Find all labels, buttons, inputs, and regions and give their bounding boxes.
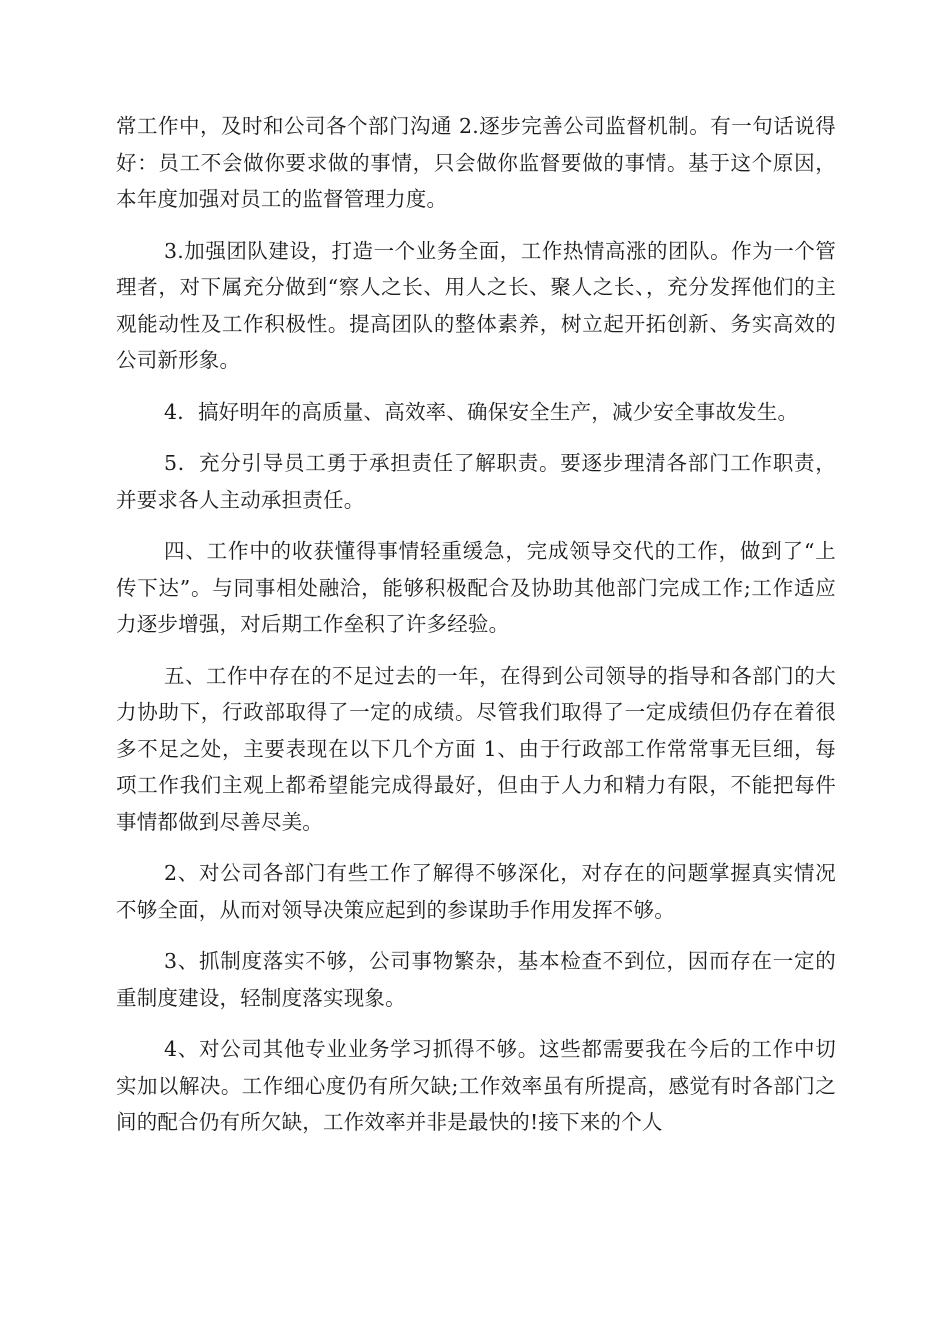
paragraph-professional-study: 4、对公司其他专业业务学习抓得不够。这些都需要我在今后的工作中切实加以解决。工作细心度仍有所欠缺;工作效率虽有所提高，感觉有时各部门之间的配合仍有所欠缺，工作效率并非是最快的!接下来的个人 [116, 1037, 836, 1134]
paragraph-shortcomings: 五、工作中存在的不足过去的一年，在得到公司领导的指导和各部门的大力协助下，行政部取得了一定的成绩。尽管我们取得了一定成绩但仍存在着很多不足之处，主要表现在以下几个方面 1、由于行政部工作常常事无巨细，每项工作我们主观上都希望能完成得最好，但由于人力和精力有限，不能把每件事情都做到尽善尽美。 [116, 663, 836, 834]
paragraph-team-building: 3.加强团队建设，打造一个业务全面，工作热情高涨的团队。作为一个管理者，对下属充分做到“察人之长、用人之长、聚人之长、，充分发挥他们的主观能动性及工作积极性。提高团队的整体素养，树立起开拓创新、务实高效的公司新形象。 [116, 238, 836, 372]
paragraph-gains: 四、工作中的收获懂得事情轻重缓急，完成领导交代的工作，做到了“上传下达”。与同事相处融洽，能够积极配合及协助其他部门完成工作;工作适应力逐步增强，对后期工作垒积了许多经验。 [116, 539, 836, 636]
paragraph-continuation: 常工作中，及时和公司各个部门沟通 2.逐步完善公司监督机制。有一句话说得好：员工不会做你要求做的事情，只会做你监督要做的事情。基于这个原因，本年度加强对员工的监督管理力度。 [116, 114, 836, 211]
document-body [116, 108, 836, 1156]
paragraph-understanding: 2、对公司各部门有些工作了解得不够深化，对存在的问题掌握真实情况不够全面，从而对领导决策应起到的参谋助手作用发挥不够。 [116, 861, 836, 922]
paragraph-system-implementation: 3、抓制度落实不够，公司事物繁杂，基本检查不到位，因而存在一定的重制度建设，轻制度落实现象。 [116, 949, 836, 1010]
paragraph-responsibility: 5．充分引导员工勇于承担责任了解职责。要逐步理清各部门工作职责，并要求各人主动承担责任。 [116, 451, 836, 512]
paragraph-production-safety: 4．搞好明年的高质量、高效率、确保安全生产，减少安全事故发生。 [164, 399, 799, 424]
